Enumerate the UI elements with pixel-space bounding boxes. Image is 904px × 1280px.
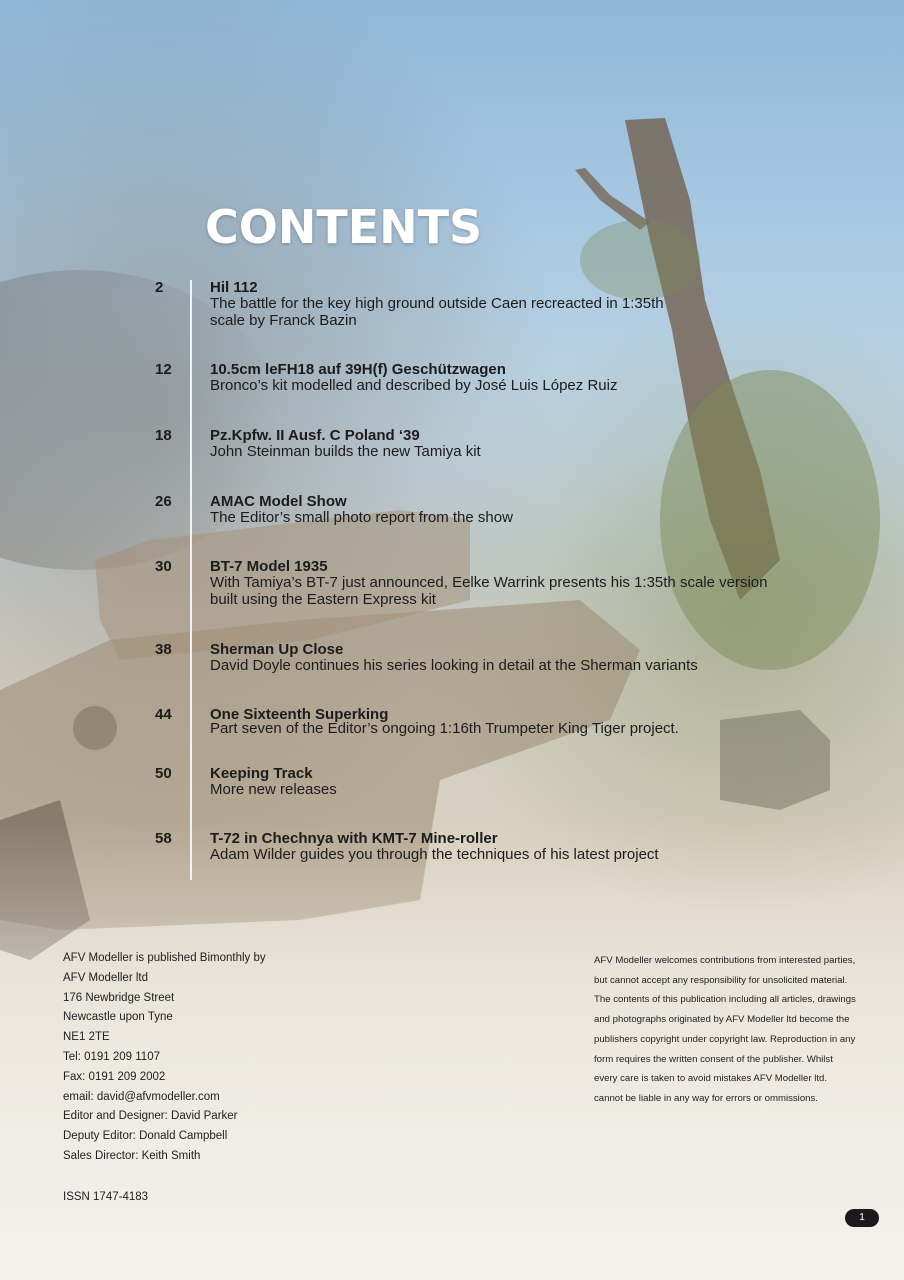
entry-description: Part seven of the Editor’s ongoing 1:16th Trumpeter King Tiger project. [210, 720, 679, 737]
publisher-line: Deputy Editor: Donald Campbell [63, 1130, 228, 1143]
publisher-info [63, 952, 266, 1170]
entry-title: BT-7 Model 1935 [210, 558, 328, 575]
entry-page-number: 18 [155, 427, 172, 444]
contents-divider [190, 280, 192, 880]
entry-title: AMAC Model Show [210, 493, 347, 510]
foliage [580, 220, 700, 300]
publisher-line: Tel: 0191 209 1107 [63, 1050, 160, 1063]
entry-page-number: 50 [155, 765, 172, 782]
entry-description: John Steinman builds the new Tamiya kit [210, 443, 481, 460]
entry-description: More new releases [210, 781, 337, 798]
entry-page-number: 12 [155, 361, 172, 378]
tank-hatch [73, 706, 117, 750]
entry-title: One Sixteenth Superking [210, 706, 389, 723]
entry-title: Pz.Kpfw. II Ausf. C Poland ‘39 [210, 427, 420, 444]
entry-description: David Doyle continues his series looking in detail at the Sherman variants [210, 657, 698, 674]
publisher-line: 176 Newbridge Street [63, 991, 175, 1004]
publisher-line: AFV Modeller is published Bimonthly by [63, 952, 266, 964]
publisher-line: Fax: 0191 209 2002 [63, 1070, 166, 1083]
entry-page-number: 30 [155, 558, 172, 575]
entry-description: Bronco’s kit modelled and described by José Luis López Ruiz [210, 377, 618, 394]
entry-page-number: 2 [155, 279, 164, 296]
publisher-line: Sales Director: Keith Smith [63, 1149, 201, 1162]
entry-title: Keeping Track [210, 765, 313, 782]
notice-contributions: AFV Modeller welcomes contributions from interested parties, but cannot accept any responsibility for unsolicited material. [594, 955, 856, 986]
entry-description: With Tamiya’s BT-7 just announced, Eelke Warrink presents his 1:35th scale version built using the Eastern Express kit [210, 574, 768, 608]
entry-description: Adam Wilder guides you through the techniques of his latest project [210, 846, 659, 863]
entry-title: 10.5cm leFH18 auf 39H(f) Geschützwagen [210, 361, 506, 378]
publisher-line: Newcastle upon Tyne [63, 1011, 173, 1024]
publisher-line: Editor and Designer: David Parker [63, 1110, 238, 1123]
entry-page-number: 38 [155, 641, 172, 658]
entry-description: The battle for the key high ground outside Caen recreacted in 1:35th scale by Franck Bazin [210, 295, 664, 329]
entry-title: Hil 112 [210, 279, 258, 296]
entry-page-number: 26 [155, 493, 172, 510]
copyright-notice [594, 951, 856, 1109]
issn: ISSN 1747-4183 [63, 1191, 149, 1203]
page-number-badge: 1 [845, 1209, 879, 1227]
page-title: CONTENTS [205, 200, 483, 254]
entry-page-number: 58 [155, 830, 172, 847]
publisher-line: AFV Modeller ltd [63, 971, 149, 984]
entry-page-number: 44 [155, 706, 172, 723]
entry-description: The Editor’s small photo report from the show [210, 509, 513, 526]
publisher-line: NE1 2TE [63, 1031, 110, 1044]
entry-title: Sherman Up Close [210, 641, 344, 658]
entry-title: T-72 in Chechnya with KMT-7 Mine-roller [210, 830, 498, 847]
publisher-email[interactable]: email: david@afvmodeller.com [63, 1090, 220, 1103]
notice-copyright: The contents of this publication including all articles, drawings and photographs originated by AFV Modeller ltd become the publishers copyright under copyright law. Reproduction in any form requires the written consent of the publisher. Whilst every care is taken to avoid mistakes AFV Modeller ltd. cannot be liable in any way for errors or ommissions. [594, 994, 856, 1104]
